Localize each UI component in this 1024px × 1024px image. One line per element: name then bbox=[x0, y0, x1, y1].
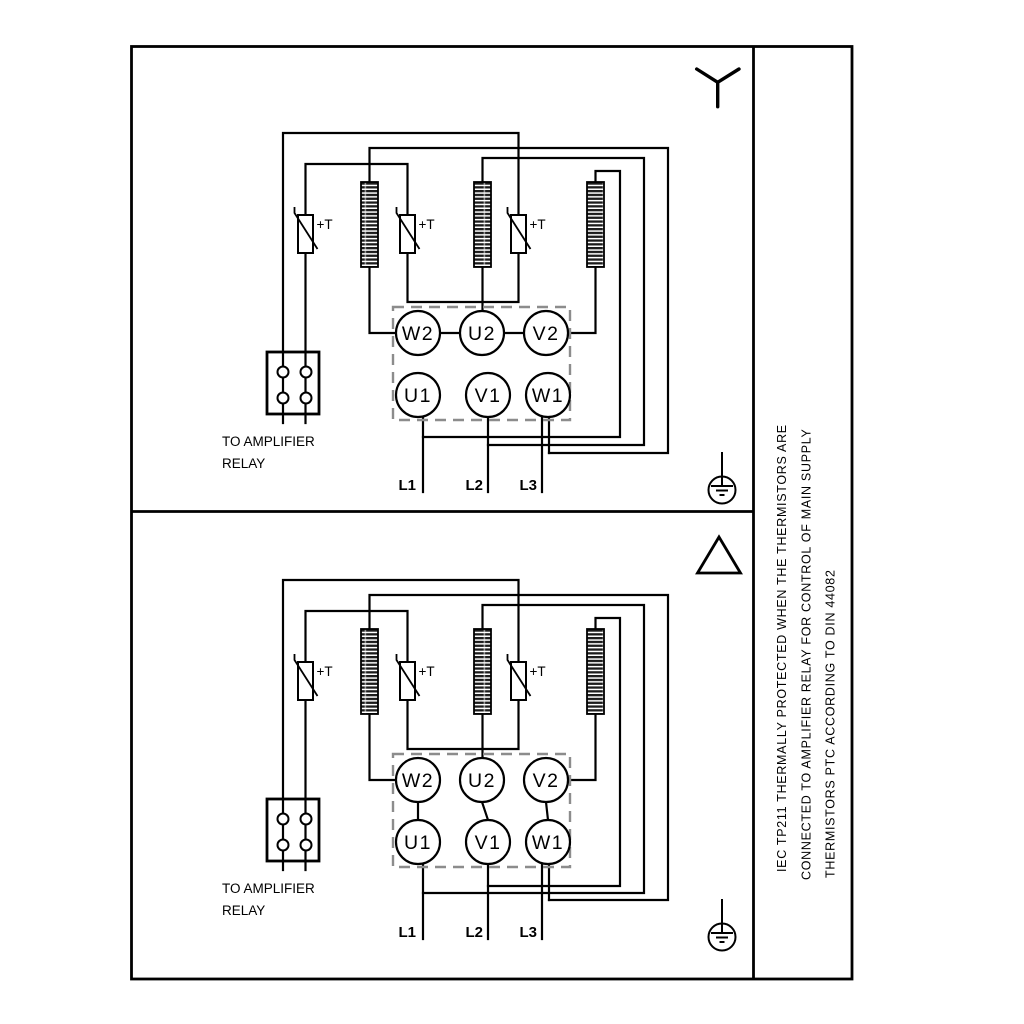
terminal-U1 bbox=[396, 373, 440, 417]
panel-star bbox=[222, 69, 739, 504]
wire-thermistor2-thermistor3 bbox=[408, 700, 519, 749]
supply-label-L1: L1 bbox=[398, 477, 416, 494]
thermistor-3-icon bbox=[508, 207, 546, 253]
terminal-label-W1: W1 bbox=[531, 385, 565, 407]
bridge-U2-V1 bbox=[482, 802, 488, 820]
thermistor-2-label: +T bbox=[418, 664, 435, 679]
thermistor-2-icon bbox=[397, 654, 435, 700]
thermistor-3-label: +T bbox=[529, 664, 546, 679]
wire-thermistor1-thermistor2 bbox=[306, 611, 408, 662]
supply-label-L3: L3 bbox=[519, 924, 537, 941]
terminal-W2 bbox=[396, 758, 440, 802]
delta-connection-icon bbox=[698, 537, 741, 573]
thermistor-1-label: +T bbox=[316, 664, 333, 679]
terminal-U2 bbox=[460, 758, 504, 802]
supply-label-L2: L2 bbox=[465, 924, 483, 941]
ground-icon bbox=[709, 899, 736, 951]
bridge-V2-W1 bbox=[546, 802, 548, 820]
thermistor-2-icon bbox=[397, 207, 435, 253]
wire-coil3-to-V2 bbox=[568, 714, 596, 780]
side-note-line-2: CONNECTED TO AMPLIFIER RELAY FOR CONTROL OF MAIN SUPPLY bbox=[799, 428, 814, 880]
thermistor-3-label: +T bbox=[529, 217, 546, 232]
terminal-label-W2: W2 bbox=[401, 770, 435, 792]
side-note-line-3: THERMISTORS PTC ACCORDING TO DIN 44082 bbox=[823, 569, 838, 878]
winding-coil-3-icon bbox=[587, 182, 604, 267]
thermistor-1-label: +T bbox=[316, 217, 333, 232]
terminal-U1 bbox=[396, 820, 440, 864]
relay-caption-line2: RELAY bbox=[222, 456, 266, 471]
wire-thermistor2-thermistor3 bbox=[408, 253, 519, 302]
terminal-W2 bbox=[396, 311, 440, 355]
terminal-label-U2: U2 bbox=[468, 770, 496, 792]
winding-coil-2-icon bbox=[474, 182, 491, 267]
relay-caption-line1: TO AMPLIFIER bbox=[222, 434, 315, 449]
supply-label-L3: L3 bbox=[519, 477, 537, 494]
terminal-U2 bbox=[460, 311, 504, 355]
star-connection-icon bbox=[697, 69, 739, 107]
thermistor-1-icon bbox=[295, 654, 333, 700]
terminal-label-W1: W1 bbox=[531, 832, 565, 854]
supply-label-L2: L2 bbox=[465, 477, 483, 494]
ground-icon bbox=[709, 452, 736, 504]
terminal-label-V2: V2 bbox=[532, 323, 560, 345]
terminal-label-U1: U1 bbox=[404, 832, 432, 854]
relay-caption-line1: TO AMPLIFIER bbox=[222, 881, 315, 896]
terminal-label-U1: U1 bbox=[404, 385, 432, 407]
relay-caption-line2: RELAY bbox=[222, 903, 266, 918]
panel-delta bbox=[222, 537, 741, 951]
terminal-V1 bbox=[466, 820, 510, 864]
terminal-V1 bbox=[466, 373, 510, 417]
terminal-W1 bbox=[526, 373, 570, 417]
winding-coil-2-icon bbox=[474, 629, 491, 714]
terminal-V2 bbox=[524, 758, 568, 802]
thermistor-2-label: +T bbox=[418, 217, 435, 232]
terminal-label-V1: V1 bbox=[474, 385, 502, 407]
terminal-label-W2: W2 bbox=[401, 323, 435, 345]
winding-coil-3-icon bbox=[587, 629, 604, 714]
thermistor-3-icon bbox=[508, 654, 546, 700]
terminal-label-V2: V2 bbox=[532, 770, 560, 792]
winding-coil-1-icon bbox=[361, 629, 378, 714]
side-note-column bbox=[775, 424, 838, 880]
amplifier-relay-connector bbox=[267, 352, 319, 414]
amplifier-relay-connector bbox=[267, 799, 319, 861]
supply-label-L1: L1 bbox=[398, 924, 416, 941]
wire-coil3-to-V2 bbox=[568, 267, 596, 333]
terminal-label-U2: U2 bbox=[468, 323, 496, 345]
winding-coil-1-icon bbox=[361, 182, 378, 267]
terminal-label-V1: V1 bbox=[474, 832, 502, 854]
side-note-line-1: IEC TP211 THERMALLY PROTECTED WHEN THE THERMISTORS ARE bbox=[775, 424, 789, 872]
thermistor-1-icon bbox=[295, 207, 333, 253]
terminal-W1 bbox=[526, 820, 570, 864]
wire-thermistor1-thermistor2 bbox=[306, 164, 408, 215]
terminal-V2 bbox=[524, 311, 568, 355]
